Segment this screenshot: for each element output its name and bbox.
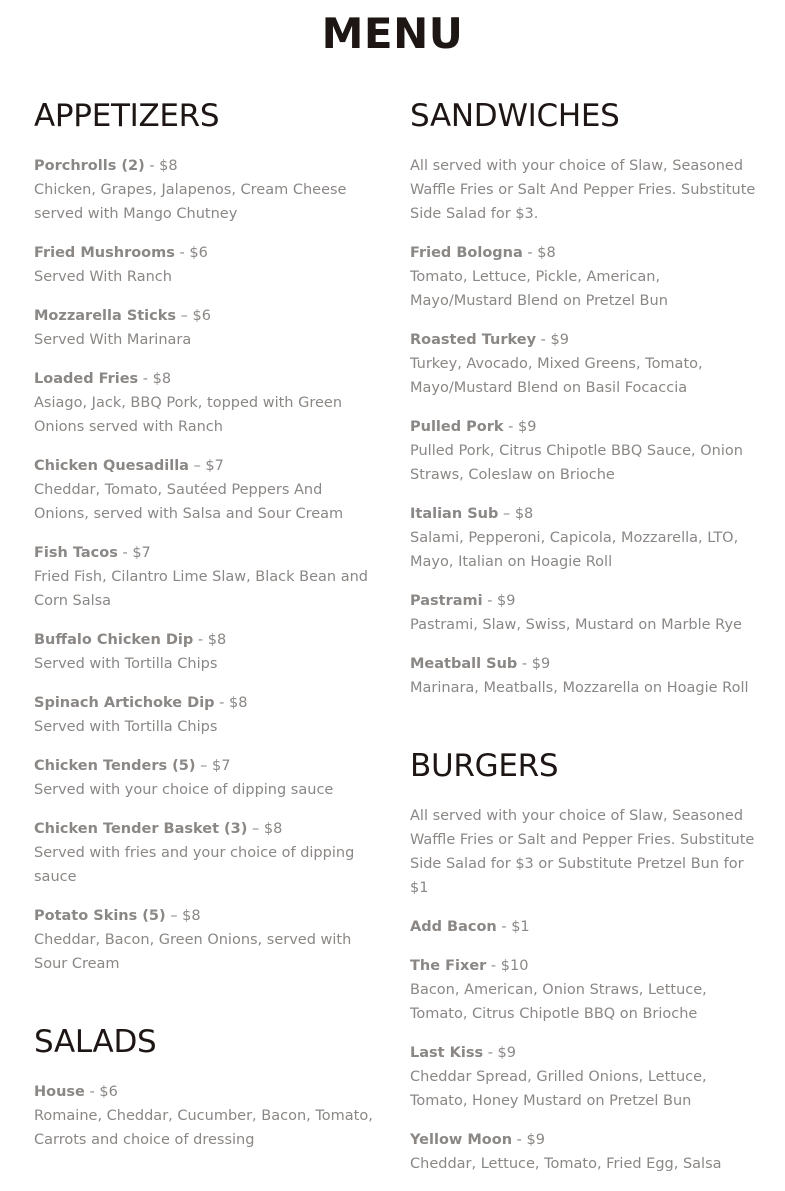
menu-item-price: - $8 [214, 695, 248, 711]
menu-item-price: – $8 [498, 506, 534, 522]
menu-item-header [34, 367, 379, 391]
menu-item-header [34, 241, 379, 265]
menu-item-price: - $10 [486, 958, 529, 974]
menu-item-header [410, 241, 760, 265]
menu-item-description: Turkey, Avocado, Mixed Greens, Tomato, Mayo/Mustard Blend on Basil Focaccia [410, 356, 703, 396]
burgers-intro: All served with your choice of Slaw, Seasoned Waffle Fries or Salt and Pepper Fries. Substitute Side Salad for $3 or Substitute Pretzel Bun for $1 [410, 808, 755, 896]
menu-item-name: Add Bacon [410, 919, 497, 935]
menu-item [410, 589, 760, 637]
menu-item [34, 454, 379, 526]
right-column [410, 96, 760, 1191]
menu-item-price: - $6 [84, 1084, 118, 1100]
menu-item-header [410, 415, 760, 439]
menu-item [410, 502, 760, 574]
menu-item-price: – $7 [195, 758, 231, 774]
menu-item-price: - $7 [117, 545, 151, 561]
menu-item-description: Salami, Pepperoni, Capicola, Mozzarella, LTO, Mayo, Italian on Hoagie Roll [410, 530, 739, 570]
menu-item [34, 367, 379, 439]
menu-item [410, 954, 760, 1026]
menu-item-description: Cheddar, Lettuce, Tomato, Fried Egg, Salsa [410, 1156, 722, 1172]
menu-item-name: Pulled Pork [410, 419, 504, 435]
menu-item [410, 328, 760, 400]
menu-item-header [34, 304, 379, 328]
menu-item-name: Potato Skins (5) [34, 908, 166, 924]
menu-item-description: Asiago, Jack, BBQ Pork, topped with Green Onions served with Ranch [34, 395, 343, 435]
menu-item-header [34, 454, 379, 478]
menu-item-header [410, 1128, 760, 1152]
menu-item-header [34, 754, 379, 778]
menu-item-header [410, 652, 760, 676]
menu-item [34, 904, 379, 976]
menu-item-description: Served with Tortilla Chips [34, 656, 218, 672]
menu-item-name: Chicken Tender Basket (3) [34, 821, 248, 837]
menu-item-name: Fried Mushrooms [34, 245, 175, 261]
menu-item-price: – $7 [188, 458, 224, 474]
menu-item-price: - $6 [174, 245, 208, 261]
menu-item [34, 628, 379, 676]
sandwiches-list [410, 241, 760, 700]
salads-list [34, 1080, 379, 1152]
menu-item-name: The Fixer [410, 958, 487, 974]
menu-item [410, 415, 760, 487]
menu-item-header [34, 1080, 379, 1104]
menu-item-name: Pastrami [410, 593, 483, 609]
menu-item-description: Served with your choice of dipping sauce [34, 782, 334, 798]
menu-item [34, 154, 379, 226]
menu-item-description: Bacon, American, Onion Straws, Lettuce, Tomato, Citrus Chipotle BBQ on Brioche [410, 982, 707, 1022]
menu-item-name: Mozzarella Sticks [34, 308, 177, 324]
sandwiches-title: SANDWICHES [410, 98, 620, 134]
menu-item-description: Served with fries and your choice of dipping sauce [34, 845, 355, 885]
appetizers-list [34, 154, 379, 976]
menu-item-header [34, 817, 379, 841]
menu-item [410, 652, 760, 700]
menu-item [34, 754, 379, 802]
menu-item-price: - $9 [503, 419, 537, 435]
burgers-list [410, 915, 760, 1176]
menu-item-description: Marinara, Meatballs, Mozzarella on Hoagie Roll [410, 680, 749, 696]
menu-item-description: Romaine, Cheddar, Cucumber, Bacon, Tomato, Carrots and choice of dressing [34, 1108, 373, 1148]
menu-item-name: Spinach Artichoke Dip [34, 695, 215, 711]
menu-item-name: Meatball Sub [410, 656, 518, 672]
menu-item [34, 691, 379, 739]
menu-item-header [34, 541, 379, 565]
menu-item-name: House [34, 1084, 85, 1100]
left-column [34, 96, 379, 1167]
menu-item-description: Chicken, Grapes, Jalapenos, Cream Cheese served with Mango Chutney [34, 182, 347, 222]
menu-item-name: Yellow Moon [410, 1132, 513, 1148]
menu-item-name: Chicken Tenders (5) [34, 758, 196, 774]
menu-item [34, 541, 379, 613]
menu-item-description: Cheddar, Bacon, Green Onions, served with Sour Cream [34, 932, 352, 972]
menu-item-header [410, 1041, 760, 1065]
menu-item-name: Chicken Quesadilla [34, 458, 189, 474]
menu-item-description: Cheddar, Tomato, Sautéed Peppers And Onions, served with Salsa and Sour Cream [34, 482, 344, 522]
menu-item-description: Served with Tortilla Chips [34, 719, 218, 735]
menu-item-description: Tomato, Lettuce, Pickle, American, Mayo/Mustard Blend on Pretzel Bun [410, 269, 668, 309]
page-title: MENU [321, 9, 464, 58]
menu-item-description: Pastrami, Slaw, Swiss, Mustard on Marble Rye [410, 617, 742, 633]
menu-item-header [410, 328, 760, 352]
menu-item [410, 915, 760, 939]
menu-item-header [410, 915, 760, 939]
menu-item [34, 241, 379, 289]
salads-section [34, 1022, 379, 1152]
menu-item-name: Buffalo Chicken Dip [34, 632, 194, 648]
menu-item-name: Fried Bologna [410, 245, 523, 261]
appetizers-section [34, 96, 379, 976]
menu-item-header [34, 154, 379, 178]
menu-item-description: Cheddar Spread, Grilled Onions, Lettuce, Tomato, Honey Mustard on Pretzel Bun [410, 1069, 707, 1109]
menu-item-header [34, 691, 379, 715]
menu-item-header [410, 589, 760, 613]
burgers-section [410, 746, 760, 1176]
menu-item-name: Roasted Turkey [410, 332, 537, 348]
menu-item-header [410, 954, 760, 978]
menu-item-price: - $8 [193, 632, 227, 648]
sandwiches-intro: All served with your choice of Slaw, Seasoned Waffle Fries or Salt And Pepper Fries. Substitute Side Salad for $3. [410, 158, 756, 222]
menu-item-price: - $8 [138, 371, 172, 387]
menu-item-price: – $6 [176, 308, 211, 324]
menu-item-name: Loaded Fries [34, 371, 139, 387]
menu-item [410, 1128, 760, 1176]
menu-item [410, 241, 760, 313]
menu-item-price: - $9 [517, 656, 551, 672]
menu-item-name: Italian Sub [410, 506, 499, 522]
menu-item-price: - $8 [522, 245, 556, 261]
menu-item [410, 1041, 760, 1113]
burgers-title: BURGERS [410, 748, 559, 784]
menu-item-price: - $9 [482, 593, 516, 609]
menu-item-price: - $9 [483, 1045, 517, 1061]
menu-item [34, 817, 379, 889]
menu-item-description: Served With Marinara [34, 332, 192, 348]
menu-item-name: Last Kiss [410, 1045, 484, 1061]
menu-item-price: - $1 [496, 919, 530, 935]
menu-item-header [34, 904, 379, 928]
salads-title: SALADS [34, 1024, 157, 1060]
menu-item [34, 1080, 379, 1152]
menu-item-header [410, 502, 760, 526]
menu-item-price: – $8 [247, 821, 283, 837]
menu-item-price: - $8 [144, 158, 178, 174]
sandwiches-section [410, 96, 760, 700]
menu-item-description: Fried Fish, Cilantro Lime Slaw, Black Bean and Corn Salsa [34, 569, 368, 609]
menu-item-price: - $9 [536, 332, 569, 348]
menu-item-description: Served With Ranch [34, 269, 172, 285]
menu-item-name: Fish Tacos [34, 545, 118, 561]
menu-item [34, 304, 379, 352]
appetizers-title: APPETIZERS [34, 98, 220, 134]
menu-item-price: - $9 [512, 1132, 545, 1148]
menu-item-description: Pulled Pork, Citrus Chipotle BBQ Sauce, Onion Straws, Coleslaw on Brioche [410, 443, 743, 483]
menu-item-header [34, 628, 379, 652]
menu-item-price: – $8 [165, 908, 201, 924]
menu-item-name: Porchrolls (2) [34, 158, 145, 174]
